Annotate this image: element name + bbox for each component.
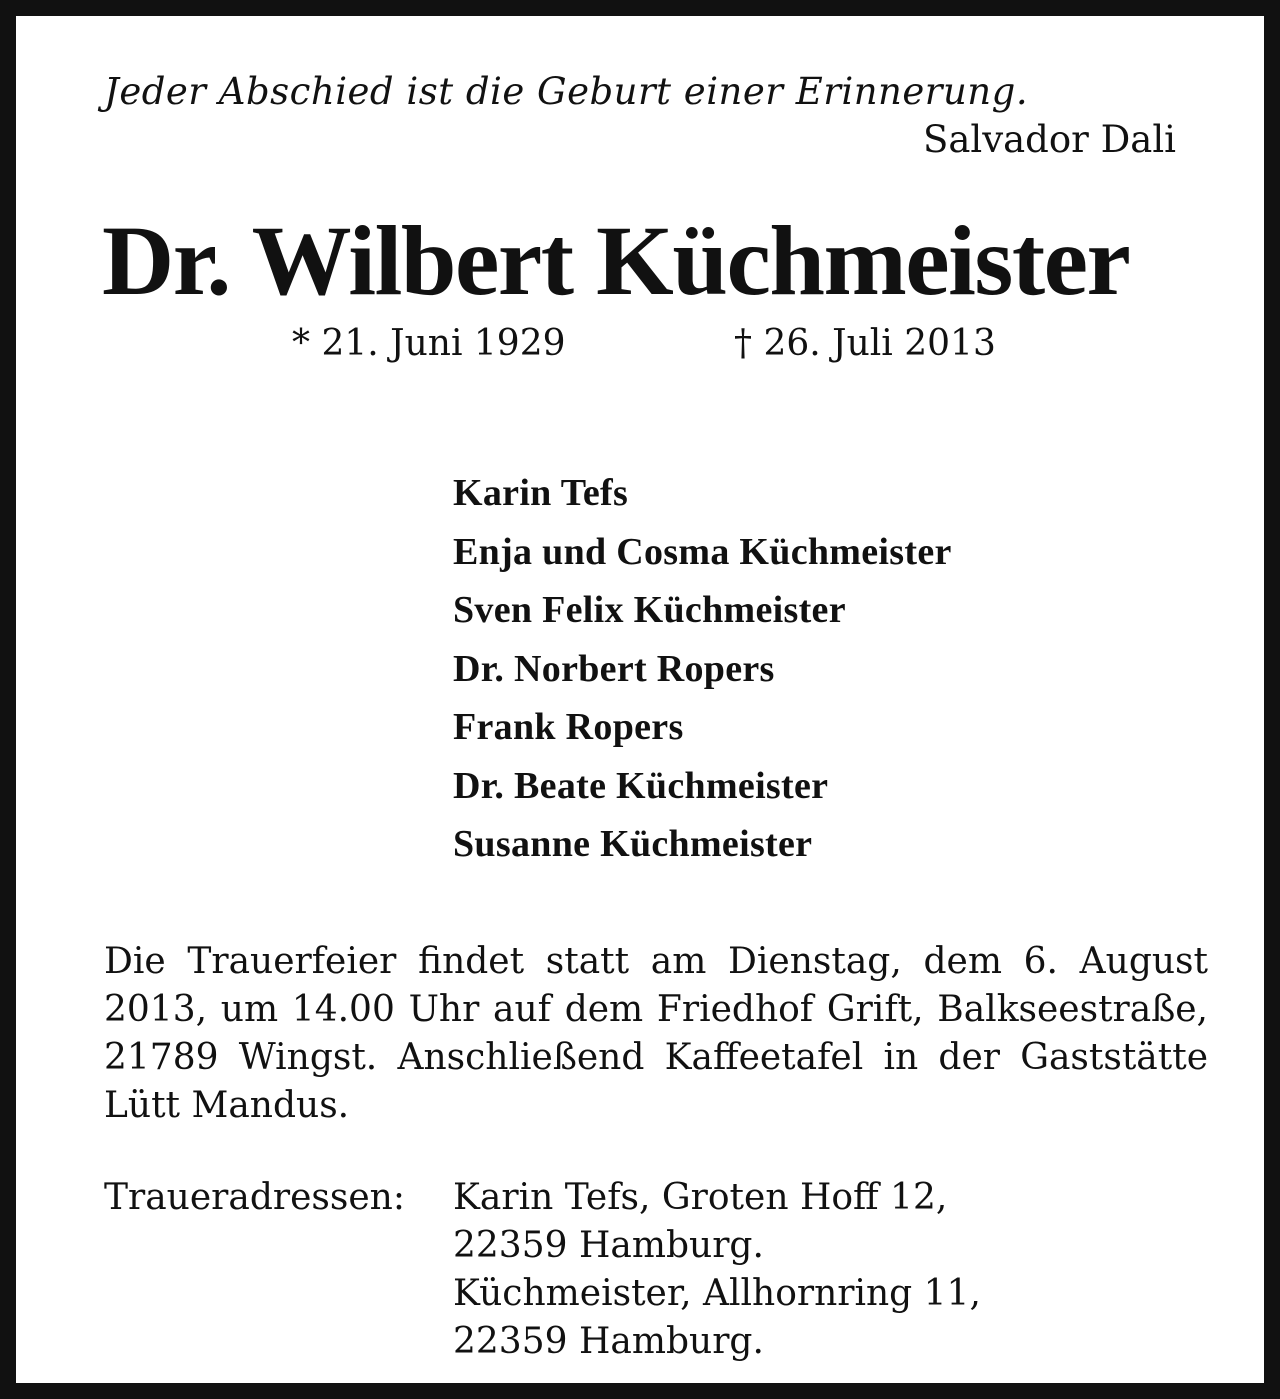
mourners-list [453, 464, 952, 874]
quote-text: Jeder Abschied ist die Geburt einer Erinnerung. [104, 70, 1029, 113]
deceased-name: Dr. Wilbert Küchmeister [102, 205, 1130, 316]
address-line: 22359 Hamburg. [453, 1321, 764, 1362]
address-line: Karin Tefs, Groten Hoff 12, [453, 1177, 948, 1218]
address-line: 22359 Hamburg. [453, 1225, 764, 1266]
mourner-name: Karin Tefs [453, 472, 629, 514]
mourner-name: Dr. Beate Küchmeister [453, 764, 829, 807]
mourner-name: Frank Ropers [453, 706, 684, 748]
addresses-list [453, 1174, 981, 1366]
birth-date: * 21. Juni 1929 [292, 323, 566, 364]
death-date: † 26. Juli 2013 [734, 323, 996, 364]
quote-author: Salvador Dali [922, 118, 1176, 161]
addresses-label: Traueradressen: [104, 1177, 405, 1218]
mourner-name: Susanne Küchmeister [453, 823, 813, 865]
ceremony-details: Die Trauerfeier findet statt am Dienstag, dem 6. August 2013, um 14.00 Uhr auf dem Friedhof Grift, Balkseestraße, 21789 Wingst. Anschließend Kaffeetafel in der Gaststätte Lütt Mandus. [104, 941, 1208, 1126]
mourner-name: Dr. Norbert Ropers [453, 647, 775, 690]
address-line: Küchmeister, Allhornring 11, [453, 1273, 981, 1314]
mourner-name: Enja und Cosma Küchmeister [453, 530, 952, 573]
mourner-name: Sven Felix Küchmeister [453, 589, 846, 631]
